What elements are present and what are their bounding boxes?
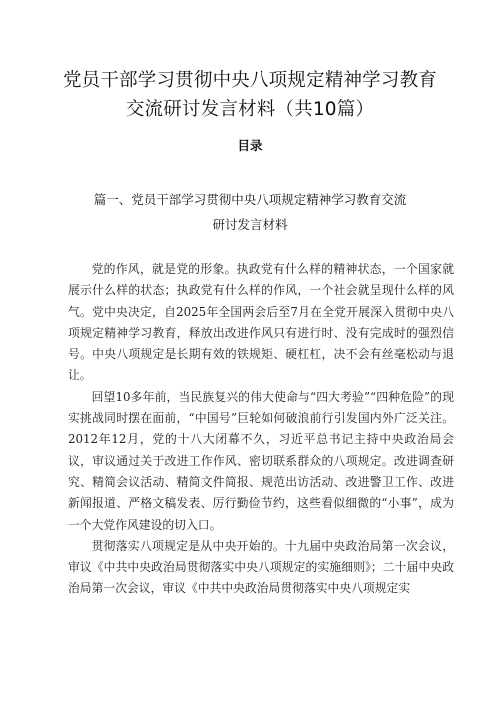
document-title xyxy=(40,66,460,124)
chapter-title-line-2: 研讨发言材料 xyxy=(212,217,288,232)
title-line-1: 党员干部学习贯彻中央八项规定精神学习教育 xyxy=(62,70,437,91)
body-text xyxy=(68,259,454,600)
title-line-2: 交流研讨发言材料（共10篇） xyxy=(125,99,375,120)
paragraph: 党的作风，就是党的形象。执政党有什么样的精神状态，一个国家就展示什么样的状态；执政党有什么样的作风，一个社会就呈现什么样的风气。党中央决定，自2025年全国两会后至7月在全党开展深入贯彻中央八项规定精神学习教育，释放出改进作风只有进行时、没有完成时的强烈信号。中央八项规定是长期有效的铁规矩、硬杠杠，决不会有丝毫松动与退让。 xyxy=(68,262,454,383)
paragraph: 回望10多年前，当民族复兴的伟大使命与“四大考验”“四种危险”的现实挑战同时摆在面前，“中国号”巨轮如何破浪前行引发国内外广泛关注。2012年12月，党的十八大闭幕不久，习近平总书记主持中央政治局会议，审议通过关于改进工作作风、密切联系群众的八项规定。改进调查研究、精简会议活动、精简文件简报、规范出访活动、改进警卫工作、改进新闻报道、严格文稿发表、厉行勤俭节约，这些看似细微的“小事”，成为一个大党作风建设的切入口。 xyxy=(68,389,454,532)
toc-heading: 目录 xyxy=(237,138,263,153)
paragraph: 贯彻落实八项规定是从中央开始的。十九届中央政治局第一次会议，审议《中共中央政治局贯彻落实中央八项规定的实施细则》；二十届中央政治局第一次会议，审议《中共中央政治局贯彻落实中央八项规定实 xyxy=(68,538,454,596)
chapter-title-line-1: 篇一、党员干部学习贯彻中央八项规定精神学习教育交流 xyxy=(93,192,407,207)
chapter-title xyxy=(60,187,440,237)
